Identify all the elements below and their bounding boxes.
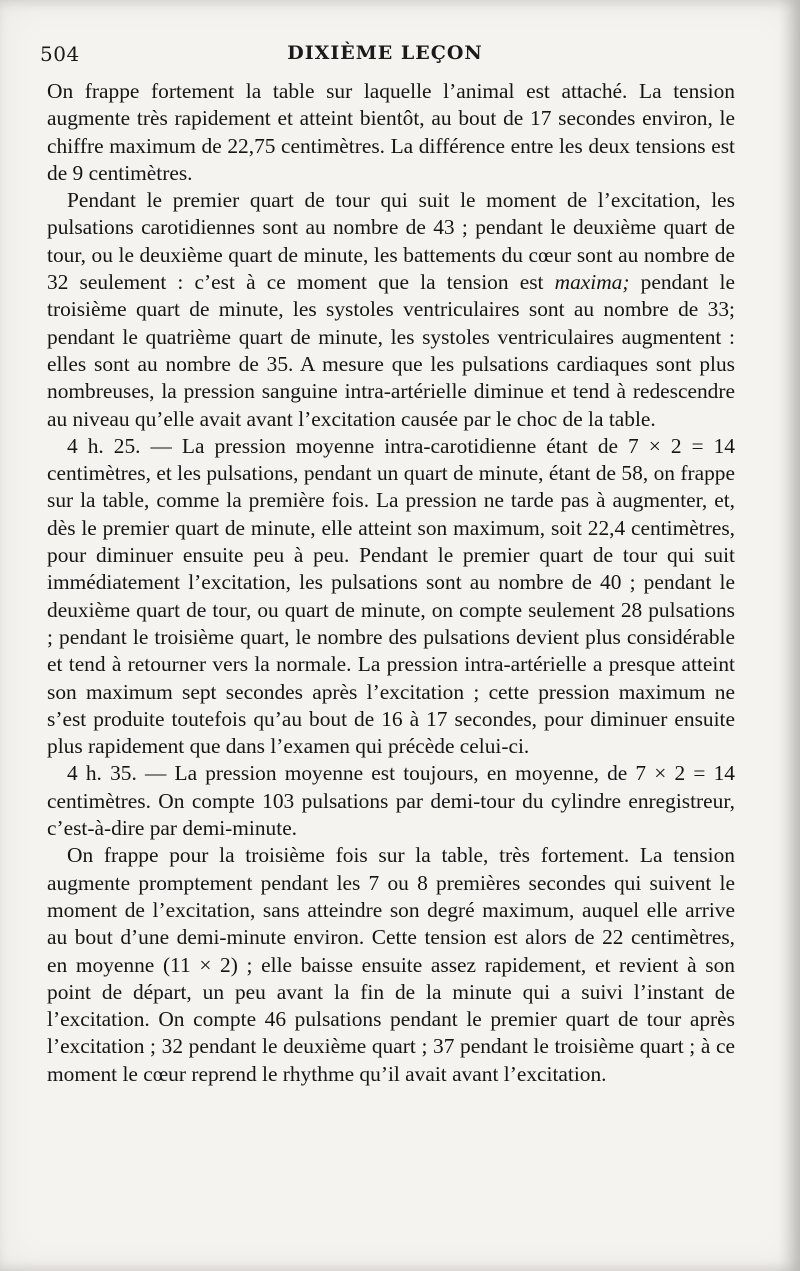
paragraph-4: 4 h. 35. — La pression moyenne est toujours, en moyenne, de 7 × 2 = 14 centimètres. On compte 103 pulsations par demi-tour du cylindre enregistreur, c’est-à-dire par demi-minute. [47,761,735,841]
paragraph-2-part-1: Pendant le premier quart de tour qui suit le moment de l’excitation, les pulsations carotidiennes sont au nombre de 43 ; pendant le deuxième quart de tour, ou le deuxième quart de minute, les battements du cœur sont au nombre de 32 seulement : c’est à ce moment que la tension est [47,188,735,295]
page-edge-shadow [778,0,800,1271]
running-title: DIXIÈME LEÇON [287,42,483,64]
paragraph-2-part-2: pendant le troisième quart de minute, les systoles ventriculaires sont au nombre de 33; pendant le quatrième quart de minute, les systoles ventriculaires augmentent : elles sont au nombre de 35. A mesure que les pulsations cardiaques sont plus nombreuses, la pression sanguine intra-artérielle diminue et tend à redescendre au niveau qu’elle avait avant l’excitation causée par le choc de la table. [47,270,735,431]
paragraph-1: On frappe fortement la table sur laquelle l’animal est attaché. La tension augmente très rapidement et atteint bientôt, au bout de 17 secondes environ, le chiffre maximum de 22,75 centimètres. La différence entre les deux tensions est de 9 centimètres. [47,79,735,185]
page-number: 504 [40,42,80,66]
emphasis-maxima: maxima; [554,270,630,295]
body-text [47,78,735,1088]
paragraph-3: 4 h. 25. — La pression moyenne intra-carotidienne étant de 7 × 2 = 14 centimètres, et les pulsations, pendant un quart de minute, étant de 58, on frappe sur la table, comme la première fois. La pression ne tarde pas à augmenter, et, dès le premier quart de minute, elle atteint son maximum, soit 22,4 centimètres, pour diminuer ensuite peu à peu. Pendant le premier quart de tour qui suit immédiatement l’excitation, les pulsations sont au nombre de 40 ; pendant le deuxième quart de tour, ou quart de minute, on compte seulement 28 pulsations ; pendant le troisième quart, le nombre des pulsations devient plus considérable et tend à retourner vers la normale. La pression intra-artérielle a presque atteint son maximum sept secondes après l’excitation ; cette pression maximum ne s’est produite toutefois qu’au bout de 16 à 17 secondes, pour diminuer ensuite plus rapidement que dans l’examen qui précède celui-ci. [47,433,735,759]
running-head [40,38,730,72]
paragraph-5: On frappe pour la troisième fois sur la table, très fortement. La tension augmente promptement pendant les 7 ou 8 premières secondes qui suivent le moment de l’excitation, sans atteindre son degré maximum, auquel elle arrive au bout d’une demi-minute environ. Cette tension est alors de 22 centimètres, en moyenne (11 × 2) ; elle baisse ensuite assez rapidement, et revient à son point de départ, un peu avant la fin de la minute qui a suivi l’instant de l’excitation. On compte 46 pulsations pendant le premier quart de tour après l’excitation ; 32 pendant le deuxième quart ; 37 pendant le troisième quart ; à ce moment le cœur reprend le rhythme qu’il avait avant l’excitation. [47,843,735,1086]
paragraph-2 [47,187,735,433]
